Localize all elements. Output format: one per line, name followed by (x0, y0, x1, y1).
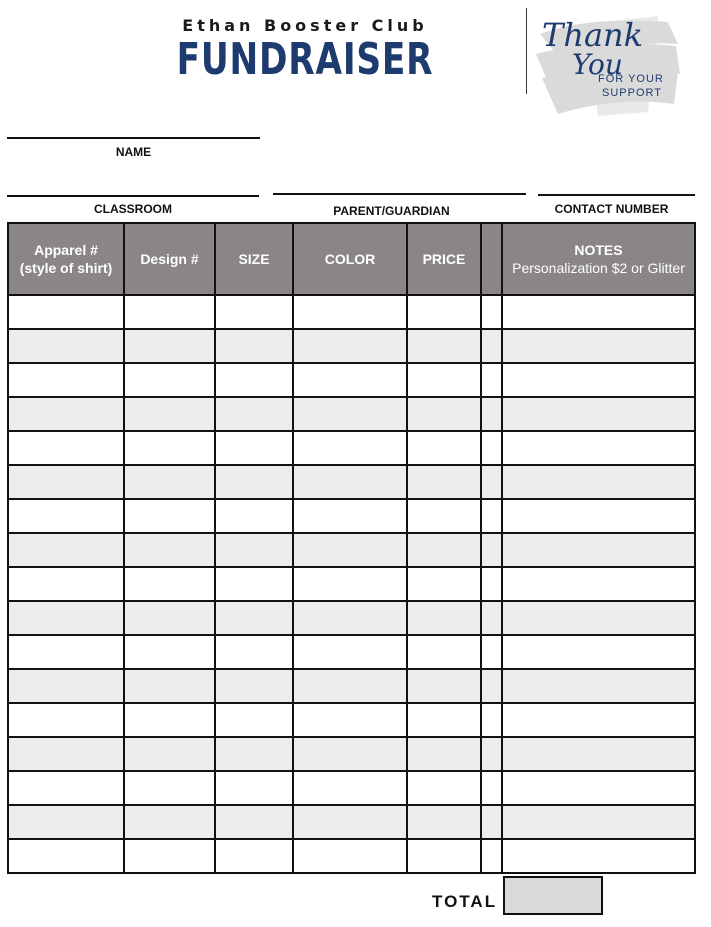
col-header-color: COLOR (293, 223, 407, 295)
table-row (8, 397, 695, 431)
cell-size[interactable] (215, 397, 293, 431)
cell-blank[interactable] (481, 635, 502, 669)
cell-color[interactable] (293, 397, 407, 431)
cell-size[interactable] (215, 839, 293, 873)
cell-notes[interactable] (502, 635, 695, 669)
cell-design[interactable] (124, 771, 215, 805)
name-label: NAME (115, 145, 152, 159)
cell-color[interactable] (293, 567, 407, 601)
cell-notes[interactable] (502, 771, 695, 805)
order-table (7, 222, 696, 874)
col-header-size: SIZE (215, 223, 293, 295)
cell-apparel[interactable] (8, 703, 124, 737)
table-row (8, 805, 695, 839)
cell-color[interactable] (293, 329, 407, 363)
cell-design[interactable] (124, 635, 215, 669)
for-your-text: FOR YOUR (598, 73, 664, 85)
cell-design[interactable] (124, 499, 215, 533)
cell-size[interactable] (215, 329, 293, 363)
cell-price[interactable] (407, 499, 481, 533)
cell-design[interactable] (124, 397, 215, 431)
contact-field-line[interactable] (538, 194, 695, 196)
col-header-design: Design # (124, 223, 215, 295)
cell-size[interactable] (215, 499, 293, 533)
cell-apparel[interactable] (8, 635, 124, 669)
cell-apparel[interactable] (8, 737, 124, 771)
cell-design[interactable] (124, 465, 215, 499)
cell-apparel[interactable] (8, 771, 124, 805)
cell-apparel[interactable] (8, 465, 124, 499)
header-divider (526, 8, 527, 94)
support-text: SUPPORT (602, 87, 662, 99)
table-header-row (8, 223, 695, 295)
classroom-label: CLASSROOM (94, 202, 172, 216)
cell-blank[interactable] (481, 295, 502, 329)
cell-size[interactable] (215, 533, 293, 567)
cell-apparel[interactable] (8, 363, 124, 397)
table-row (8, 431, 695, 465)
you-script-text: You (572, 48, 623, 81)
cell-blank[interactable] (481, 669, 502, 703)
cell-color[interactable] (293, 363, 407, 397)
cell-notes[interactable] (502, 737, 695, 771)
cell-color[interactable] (293, 737, 407, 771)
cell-notes[interactable] (502, 431, 695, 465)
cell-size[interactable] (215, 601, 293, 635)
col-header-apparel: Apparel # (style of shirt) (8, 223, 124, 295)
cell-color[interactable] (293, 499, 407, 533)
cell-blank[interactable] (481, 771, 502, 805)
cell-color[interactable] (293, 669, 407, 703)
cell-design[interactable] (124, 601, 215, 635)
cell-design[interactable] (124, 567, 215, 601)
cell-design[interactable] (124, 329, 215, 363)
cell-size[interactable] (215, 771, 293, 805)
cell-color[interactable] (293, 465, 407, 499)
thank-script-text: Thank (542, 16, 644, 54)
cell-design[interactable] (124, 533, 215, 567)
cell-notes[interactable] (502, 465, 695, 499)
cell-blank[interactable] (481, 465, 502, 499)
cell-blank[interactable] (481, 431, 502, 465)
cell-color[interactable] (293, 533, 407, 567)
cell-size[interactable] (215, 465, 293, 499)
cell-notes[interactable] (502, 397, 695, 431)
cell-size[interactable] (215, 567, 293, 601)
cell-size[interactable] (215, 363, 293, 397)
table-row (8, 669, 695, 703)
cell-size[interactable] (215, 703, 293, 737)
table-row (8, 465, 695, 499)
cell-price[interactable] (407, 771, 481, 805)
cell-price[interactable] (407, 431, 481, 465)
cell-size[interactable] (215, 635, 293, 669)
table-row (8, 839, 695, 873)
page-title: FUNDRAISER (176, 34, 434, 85)
table-row (8, 533, 695, 567)
cell-notes[interactable] (502, 703, 695, 737)
table-row (8, 363, 695, 397)
cell-size[interactable] (215, 669, 293, 703)
cell-apparel[interactable] (8, 805, 124, 839)
cell-design[interactable] (124, 805, 215, 839)
cell-apparel[interactable] (8, 329, 124, 363)
table-row (8, 771, 695, 805)
cell-price[interactable] (407, 295, 481, 329)
parent-label: PARENT/GUARDIAN (333, 204, 450, 218)
cell-price[interactable] (407, 669, 481, 703)
order-table-body (8, 295, 695, 873)
total-input-box[interactable] (503, 876, 603, 915)
cell-blank[interactable] (481, 839, 502, 873)
cell-price[interactable] (407, 601, 481, 635)
cell-notes[interactable] (502, 601, 695, 635)
cell-blank[interactable] (481, 533, 502, 567)
total-label: TOTAL (432, 892, 498, 911)
cell-price[interactable] (407, 465, 481, 499)
table-row (8, 703, 695, 737)
cell-price[interactable] (407, 839, 481, 873)
cell-price[interactable] (407, 363, 481, 397)
thank-you-graphic (528, 4, 688, 122)
cell-price[interactable] (407, 567, 481, 601)
cell-price[interactable] (407, 805, 481, 839)
table-row (8, 635, 695, 669)
cell-blank[interactable] (481, 737, 502, 771)
cell-blank[interactable] (481, 329, 502, 363)
table-row (8, 567, 695, 601)
cell-color[interactable] (293, 601, 407, 635)
cell-notes[interactable] (502, 567, 695, 601)
cell-design[interactable] (124, 669, 215, 703)
cell-price[interactable] (407, 329, 481, 363)
cell-apparel[interactable] (8, 601, 124, 635)
cell-price[interactable] (407, 397, 481, 431)
contact-label: CONTACT NUMBER (554, 202, 669, 216)
cell-apparel[interactable] (8, 431, 124, 465)
cell-design[interactable] (124, 839, 215, 873)
cell-apparel[interactable] (8, 669, 124, 703)
cell-size[interactable] (215, 431, 293, 465)
cell-notes[interactable] (502, 839, 695, 873)
cell-size[interactable] (215, 295, 293, 329)
cell-price[interactable] (407, 737, 481, 771)
cell-notes[interactable] (502, 669, 695, 703)
col-header-price: PRICE (407, 223, 481, 295)
cell-notes[interactable] (502, 295, 695, 329)
col-header-blank (481, 223, 502, 295)
cell-color[interactable] (293, 839, 407, 873)
club-name: Ethan Booster Club (182, 16, 428, 35)
cell-size[interactable] (215, 737, 293, 771)
cell-apparel[interactable] (8, 533, 124, 567)
cell-color[interactable] (293, 431, 407, 465)
cell-blank[interactable] (481, 499, 502, 533)
cell-price[interactable] (407, 533, 481, 567)
cell-color[interactable] (293, 703, 407, 737)
table-row (8, 499, 695, 533)
cell-design[interactable] (124, 363, 215, 397)
classroom-field-line[interactable] (7, 195, 259, 197)
cell-apparel[interactable] (8, 295, 124, 329)
cell-design[interactable] (124, 737, 215, 771)
cell-apparel[interactable] (8, 567, 124, 601)
cell-notes[interactable] (502, 499, 695, 533)
cell-design[interactable] (124, 703, 215, 737)
cell-color[interactable] (293, 635, 407, 669)
cell-blank[interactable] (481, 397, 502, 431)
cell-price[interactable] (407, 703, 481, 737)
cell-blank[interactable] (481, 363, 502, 397)
cell-notes[interactable] (502, 533, 695, 567)
cell-color[interactable] (293, 771, 407, 805)
cell-color[interactable] (293, 295, 407, 329)
table-row (8, 329, 695, 363)
cell-color[interactable] (293, 805, 407, 839)
name-field-line[interactable] (7, 137, 260, 139)
cell-design[interactable] (124, 431, 215, 465)
cell-price[interactable] (407, 635, 481, 669)
cell-blank[interactable] (481, 601, 502, 635)
cell-size[interactable] (215, 805, 293, 839)
cell-apparel[interactable] (8, 397, 124, 431)
cell-apparel[interactable] (8, 839, 124, 873)
table-row (8, 737, 695, 771)
table-row (8, 295, 695, 329)
cell-blank[interactable] (481, 703, 502, 737)
cell-notes[interactable] (502, 363, 695, 397)
cell-blank[interactable] (481, 567, 502, 601)
cell-notes[interactable] (502, 329, 695, 363)
table-row (8, 601, 695, 635)
col-header-notes: NOTES Personalization $2 or Glitter (502, 223, 695, 295)
cell-blank[interactable] (481, 805, 502, 839)
cell-notes[interactable] (502, 805, 695, 839)
parent-field-line[interactable] (273, 193, 526, 195)
cell-design[interactable] (124, 295, 215, 329)
cell-apparel[interactable] (8, 499, 124, 533)
